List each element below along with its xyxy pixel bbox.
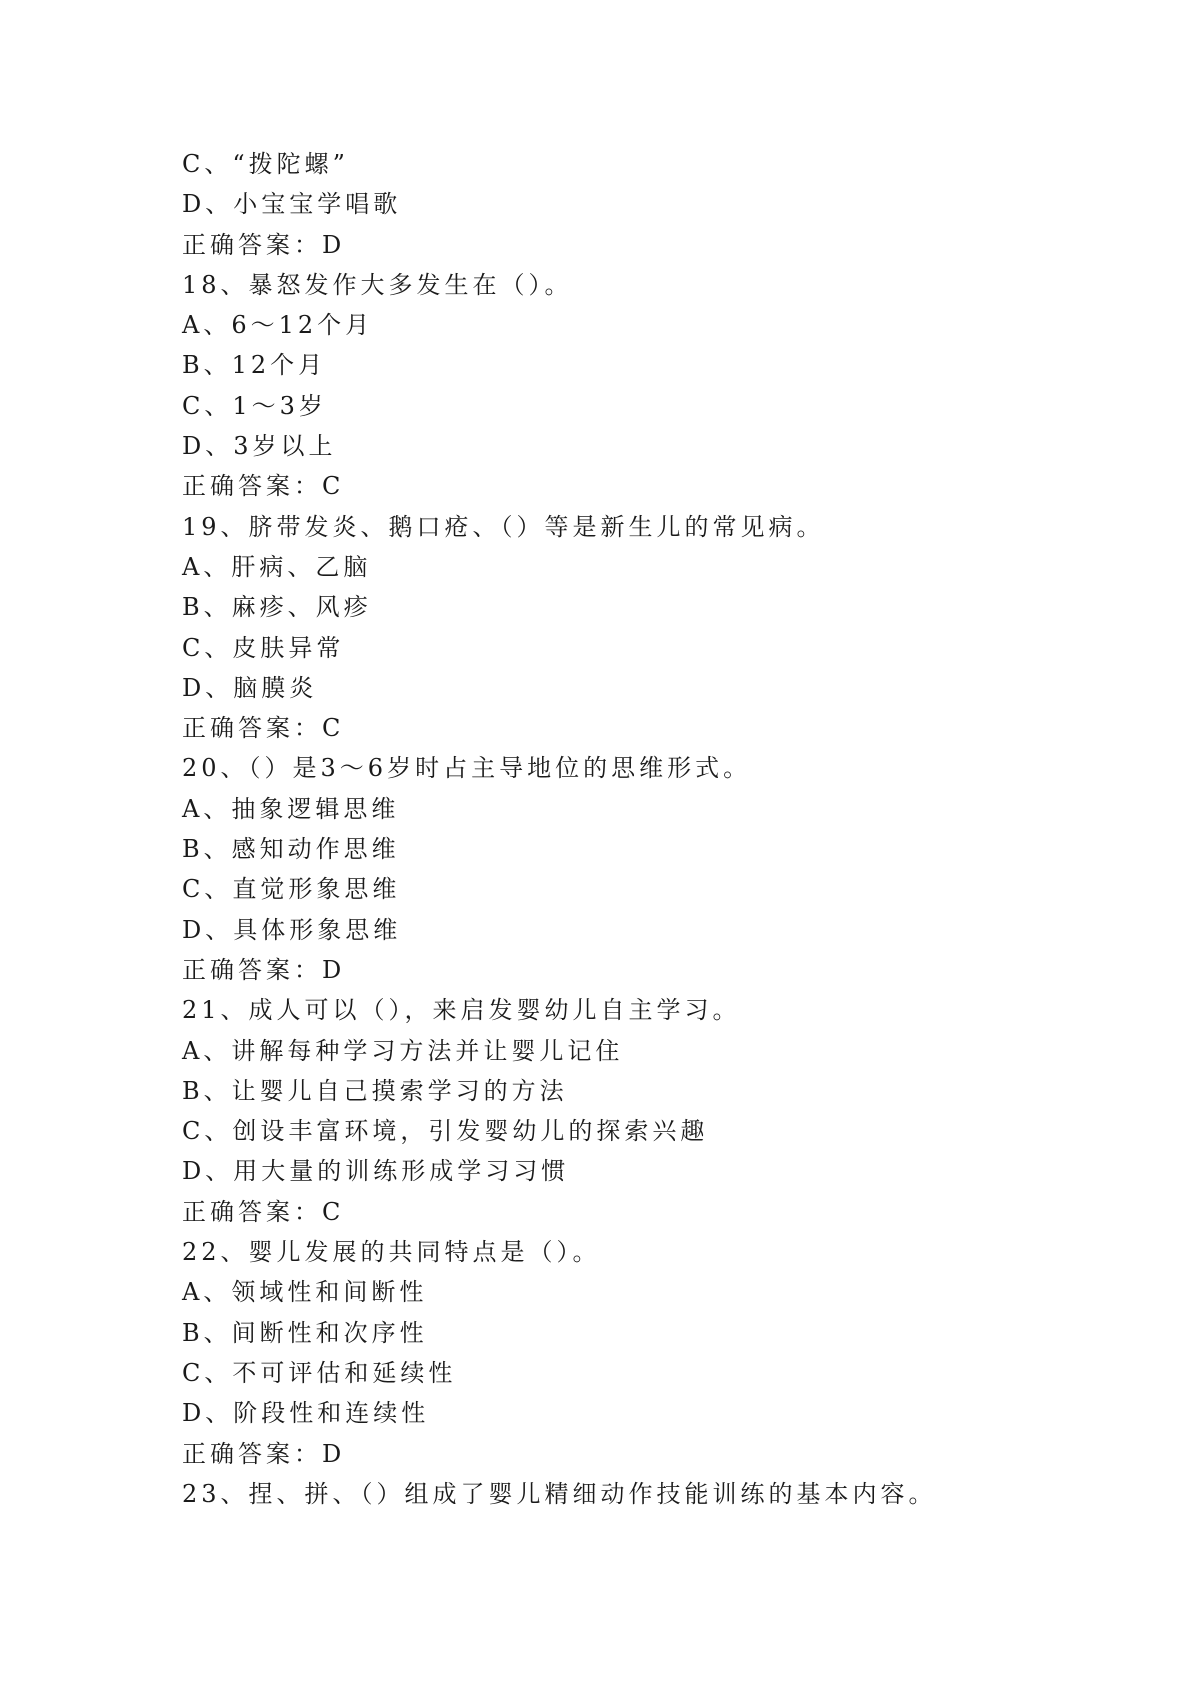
option-line: C、直觉形象思维	[182, 875, 401, 904]
answer-line: 正确答案：D	[182, 230, 346, 259]
option-line: A、6～12个月	[182, 311, 374, 340]
answer-line: 正确答案：D	[182, 1439, 346, 1468]
answer-line: 正确答案：D	[182, 955, 346, 984]
option-line: A、抽象逻辑思维	[182, 794, 400, 823]
option-line: D、阶段性和连续性	[182, 1399, 430, 1428]
option-line: D、小宝宝学唱歌	[182, 190, 402, 219]
option-line: B、麻疹、风疹	[182, 593, 372, 622]
option-line: D、具体形象思维	[182, 915, 402, 944]
option-line: B、间断性和次序性	[182, 1318, 428, 1347]
answer-line: 正确答案：C	[182, 714, 345, 743]
question-line: 21、成人可以（），来启发婴幼儿自主学习。	[182, 996, 741, 1025]
option-line: D、3岁以上	[182, 432, 337, 461]
option-line: C、不可评估和延续性	[182, 1358, 457, 1387]
option-line: B、感知动作思维	[182, 835, 400, 864]
option-line: C、“拨陀螺”	[182, 150, 349, 178]
option-line: A、领域性和间断性	[182, 1278, 428, 1307]
question-line: 22、婴儿发展的共同特点是（）。	[182, 1238, 601, 1267]
answer-line: 正确答案：C	[182, 472, 345, 501]
document-body	[182, 144, 1062, 1514]
question-line: 20、（）是3～6岁时占主导地位的思维形式。	[182, 754, 752, 783]
option-line: B、12个月	[182, 351, 327, 380]
option-line: A、肝病、乙脑	[182, 552, 372, 581]
option-line: D、用大量的训练形成学习习惯	[182, 1157, 570, 1186]
option-line: D、脑膜炎	[182, 673, 318, 702]
option-line: C、创设丰富环境，引发婴幼儿的探索兴趣	[182, 1117, 709, 1146]
option-line: A、讲解每种学习方法并让婴儿记住	[182, 1036, 624, 1065]
answer-line: 正确答案：C	[182, 1197, 345, 1226]
question-line: 23、捏、拼、（）组成了婴儿精细动作技能训练的基本内容。	[182, 1479, 937, 1508]
option-line: B、让婴儿自己摸索学习的方法	[182, 1076, 568, 1105]
option-line: C、皮肤异常	[182, 633, 345, 662]
question-line: 19、脐带发炎、鹅口疮、（）等是新生儿的常见病。	[182, 512, 825, 541]
option-line: C、1～3岁	[182, 391, 327, 420]
question-line: 18、暴怒发作大多发生在（）。	[182, 270, 573, 299]
